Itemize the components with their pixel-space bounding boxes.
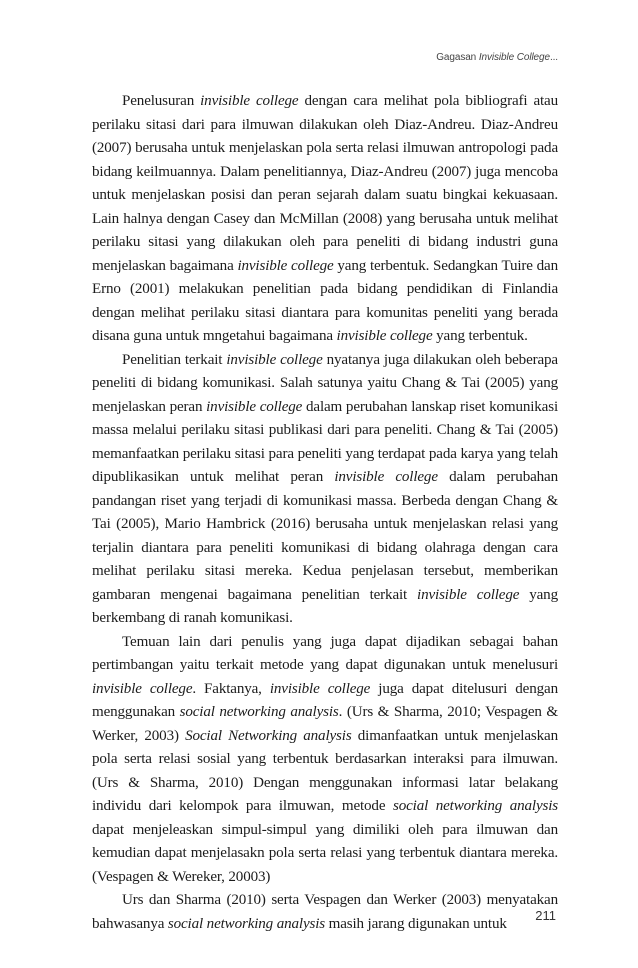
paragraph — [92, 631, 558, 890]
text-run: Temuan lain dari penulis yang juga dapat dijadikan sebagai bahan pertimbangan yaitu terkait metode yang dapat digunakan untuk menelusuri — [92, 633, 558, 673]
text-run: yang terbentuk. — [432, 328, 528, 344]
body-text — [92, 90, 558, 936]
page-number: 211 — [535, 908, 556, 923]
italic-term: social networking analysis — [179, 704, 339, 720]
text-run: yang berkembang di ranah komunikasi. — [92, 586, 558, 626]
running-header-prefix: Gagasan — [436, 52, 479, 63]
running-header-suffix: ... — [549, 52, 558, 63]
italic-term: invisible college — [92, 680, 193, 697]
italic-term: Social Networking analysis — [185, 727, 352, 744]
text-run: Penelusuran — [122, 93, 201, 109]
italic-term: invisible college — [336, 328, 433, 344]
text-run: . Faktanya, — [192, 680, 270, 697]
paragraph — [92, 349, 558, 631]
text-run: Urs dan Sharma (2010) serta Vespagen dan Werker (2003) menyatakan bahwasanya — [92, 892, 558, 932]
italic-term: invisible college — [206, 398, 303, 415]
paragraph — [92, 90, 558, 349]
text-run: dapat menjeleaskan simpul-simpul yang dimiliki oleh para ilmuwan dan kemudian dapat menjelasakn pola serta relasi yang terbentuk diantara mereka. (Vespagen & Wereker, 20003) — [92, 821, 558, 885]
italic-term: invisible college — [200, 93, 299, 109]
text-run: nyatanya juga dilakukan oleh beberapa peneliti di bidang komunikasi. Salah satunya yaitu Chang & Tai (2005) yang menjelaskan peran — [92, 351, 558, 415]
italic-term: social networking analysis — [392, 798, 559, 814]
italic-term: invisible college — [237, 257, 334, 274]
text-run: dalam perubahan pandangan riset yang terjadi di komunikasi massa. Berbeda dengan Chang & Tai (2005), Mario Hambrick (2016) berusaha untuk menjelaskan relasi yang terjalin diantara para peneliti komunikasi di bidang olahraga dengan cara melihat perilaku sitasi mereka. Kedua penjelasan tersebut, memberikan gambaran mengenai bagaimana penelitian terkait — [92, 469, 558, 603]
paragraph — [92, 889, 558, 936]
text-run: yang terbentuk. Sedangkan Tuire dan Erno (2001) melakukan penelitian pada bidang pendidikan di Finlandia dengan melihat perilaku sitasi diantara para komunitas peneliti yang berada disana guna untuk mngetahui bagaimana — [92, 257, 558, 344]
text-run: Penelitian terkait — [122, 351, 227, 368]
running-header-italic: Invisible College — [478, 52, 550, 63]
text-run: masih jarang digunakan untuk — [324, 915, 507, 932]
text-run: dimanfaatkan untuk menjelaskan pola serta relasi sosial yang terbentuk berdasarkan interaksi para ilmuwan. (Urs & Sharma, 2010) Dengan menggunakan informasi latar belakang individu dari kelompok para ilmuwan, metode — [92, 727, 558, 814]
italic-term: invisible college — [417, 586, 520, 603]
text-run: juga dapat ditelusuri dengan menggunakan — [92, 680, 558, 720]
text-run: dengan cara melihat pola bibliografi atau perilaku sitasi dari para ilmuwan dilakukan oleh Diaz-Andreu. Diaz-Andreu (2007) berusaha untuk menjelaskan pola serta relasi ilmuwan antropologi pada bidang keilmuannya. Dalam penelitiannya, Diaz-Andreu (2007) juga mencoba untuk menjelaskan posisi dan peran sejarah dalam suatu bingkai kekuasaan. Lain halnya dengan Casey dan McMillan (2008) yang berusaha untuk melihat perilaku sitasi yang dilakukan oleh para peneliti di bidang industri guna menjelaskan bagaimana — [92, 93, 558, 274]
italic-term: invisible college — [334, 469, 438, 485]
italic-term: social networking analysis — [167, 915, 325, 932]
text-run: . (Urs & Sharma, 2010; Vespagen & Werker, 2003) — [92, 704, 558, 744]
running-header — [436, 52, 558, 63]
text-run: dalam perubahan lanskap riset komunikasi massa melalui perilaku sitasi publikasi dari para peneliti. Chang & Tai (2005) memanfaatkan perilaku sitasi para peneliti yang terdapat pada karya yang telah dipublikasikan untuk melihat peran — [92, 398, 558, 485]
italic-term: invisible college — [226, 351, 323, 368]
italic-term: invisible college — [269, 680, 371, 697]
